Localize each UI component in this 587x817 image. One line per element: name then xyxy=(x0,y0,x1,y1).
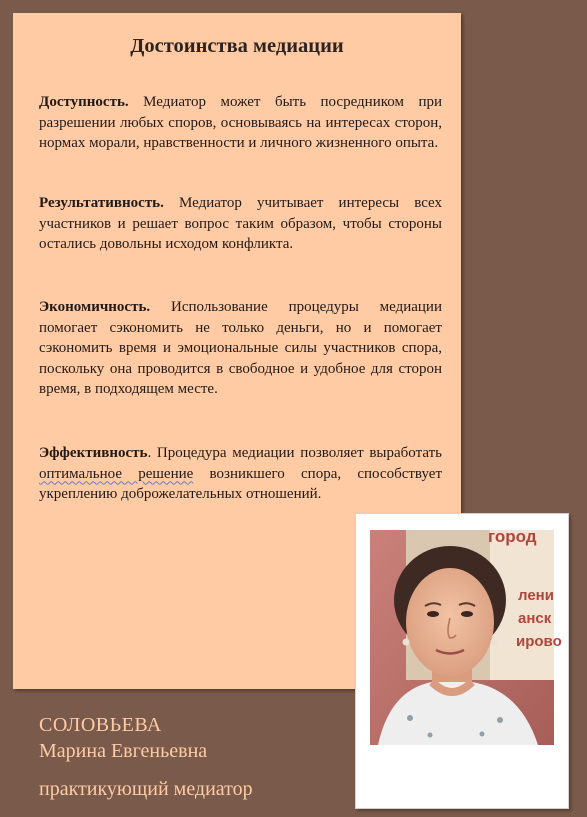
mediator-portrait xyxy=(370,527,562,745)
paragraph-lead: Доступность. xyxy=(39,94,129,110)
paragraph-lead: Эффективность xyxy=(39,445,148,461)
paragraph-text: . Процедура медиации позволяет выработать xyxy=(147,445,442,461)
sign-text: анск xyxy=(518,610,552,627)
mediator-surname: СОЛОВЬЕВА xyxy=(39,714,162,736)
paragraph-text: Медиатор может быть посредником при разрешении любых споров, основываясь на интересах сторон, нормах морали, нравственности и личного жизненного опыта. xyxy=(39,94,442,151)
sign-text: ирово xyxy=(516,633,562,650)
paragraph-text: Использование процедуры медиации помогает сэкономить не только деньги, но и помогает сэкономить время и эмоциональные силы участников спора, поскольку она проводится в свободное и удобное для сторон время, в подходящем месте. xyxy=(39,299,442,397)
mediator-given-names: Марина Евгеньевна xyxy=(39,740,208,762)
page-title: Достоинства медиации xyxy=(130,35,344,57)
paragraph-accessibility xyxy=(39,92,442,154)
paragraph-effectiveness-result xyxy=(39,193,442,255)
spellcheck-underlined-text: оптимальное решение xyxy=(39,465,194,482)
paragraph-efficiency xyxy=(39,443,442,505)
mediator-role: практикующий медиатор xyxy=(39,778,253,800)
paragraph-text: Медиатор учитывает интересы всех участников и решает вопрос таким образом, чтобы стороны остались довольны исходом конфликта. xyxy=(39,195,442,252)
paragraph-economy xyxy=(39,297,442,400)
photo-card xyxy=(355,513,569,809)
paragraph-text: возникшего спора, способствует укреплению доброжелательных отношений. xyxy=(39,465,443,502)
sign-text: город xyxy=(488,527,537,546)
paragraph-lead: Результативность. xyxy=(39,195,164,211)
paragraph-lead: Экономичность. xyxy=(39,299,151,315)
portrait-illustration xyxy=(370,527,562,745)
sign-text: лени xyxy=(518,587,554,604)
